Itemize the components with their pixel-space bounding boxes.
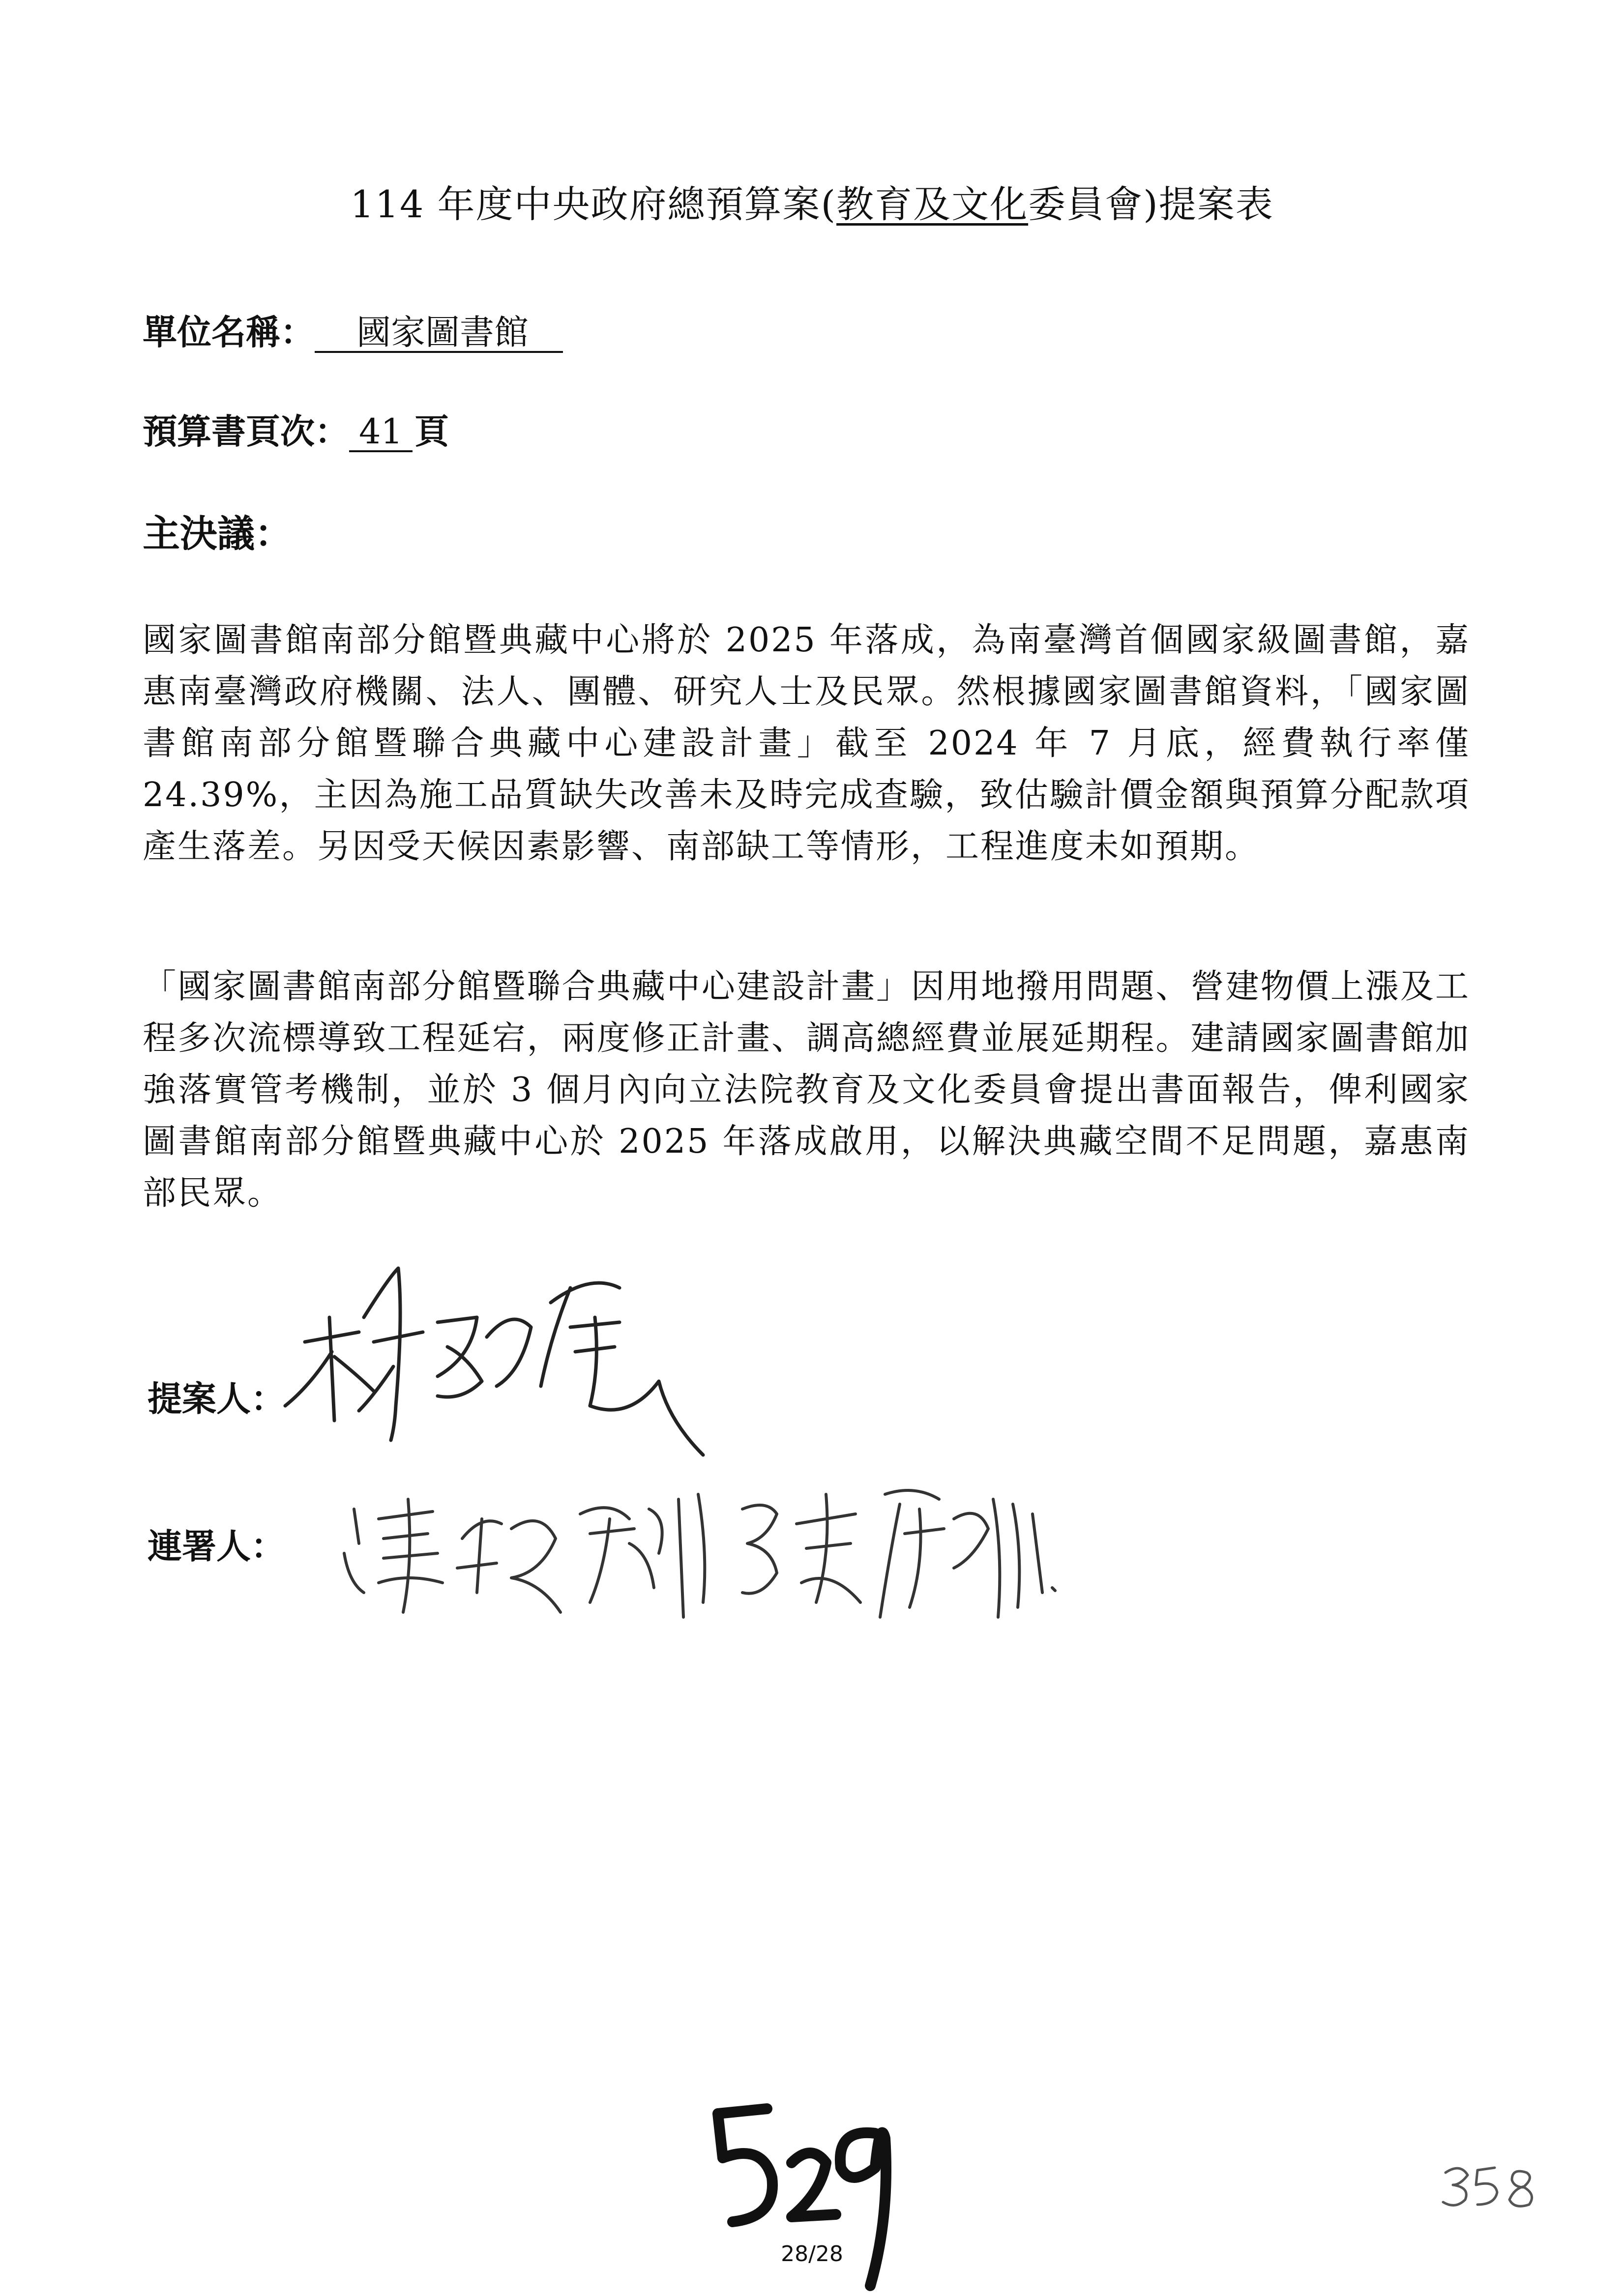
resolution-heading: 主決議： <box>143 512 292 555</box>
budget-page-value: 41 <box>349 414 413 452</box>
resolution-paragraph-1: 國家圖書館南部分館暨典藏中心將於 2025 年落成，為南臺灣首個國家級圖書館，嘉惠南臺灣政府機關、法人、團體、研究人士及民眾。然根據國家圖書館資料，「國家圖書館南部分館暨聯合典藏中心建設計畫」截至 2024 年 7 月底，經費執行率僅 24.39%，主因為施工品質缺失改善未及時完成查驗，致估驗計價金額與預算分配款項產生落差。另因受天候因素影響、南部缺工等情形，工程進度未如預期。 <box>143 621 1470 866</box>
budget-page-label: 預算書頁次： <box>143 411 349 452</box>
cosigner-label: 連署人： <box>148 1526 285 1567</box>
budget-page-row <box>143 404 449 454</box>
unit-value: 國家圖書館 <box>315 315 563 353</box>
unit-row <box>143 305 563 354</box>
cosigner-signatures <box>334 1455 1082 1632</box>
title-suffix: 委員會)提案表 <box>1028 182 1274 226</box>
handwritten-stamp-number <box>1441 2158 1539 2212</box>
page-title <box>0 174 1624 228</box>
proposer-signature <box>275 1258 742 1465</box>
page-counter: 28/28 <box>781 2241 843 2267</box>
title-committee: 教育及文化 <box>836 182 1029 226</box>
budget-page-suffix: 頁 <box>414 411 449 452</box>
title-prefix: 114 年度中央政府總預算案( <box>350 182 837 226</box>
proposer-label: 提案人： <box>148 1378 285 1419</box>
resolution-paragraph-2: 「國家圖書館南部分館暨聯合典藏中心建設計畫」因用地撥用問題、營建物價上漲及工程多次流標導致工程延宕，兩度修正計畫、調高總經費並展延期程。建請國家圖書館加強落實管考機制，並於 3 個月內向立法院教育及文化委員會提出書面報告，俾利國家圖書館南部分館暨典藏中心於 2025 年落成啟用，以解決典藏空間不足問題，嘉惠南部民眾。 <box>143 967 1470 1213</box>
unit-label: 單位名稱： <box>143 312 315 352</box>
